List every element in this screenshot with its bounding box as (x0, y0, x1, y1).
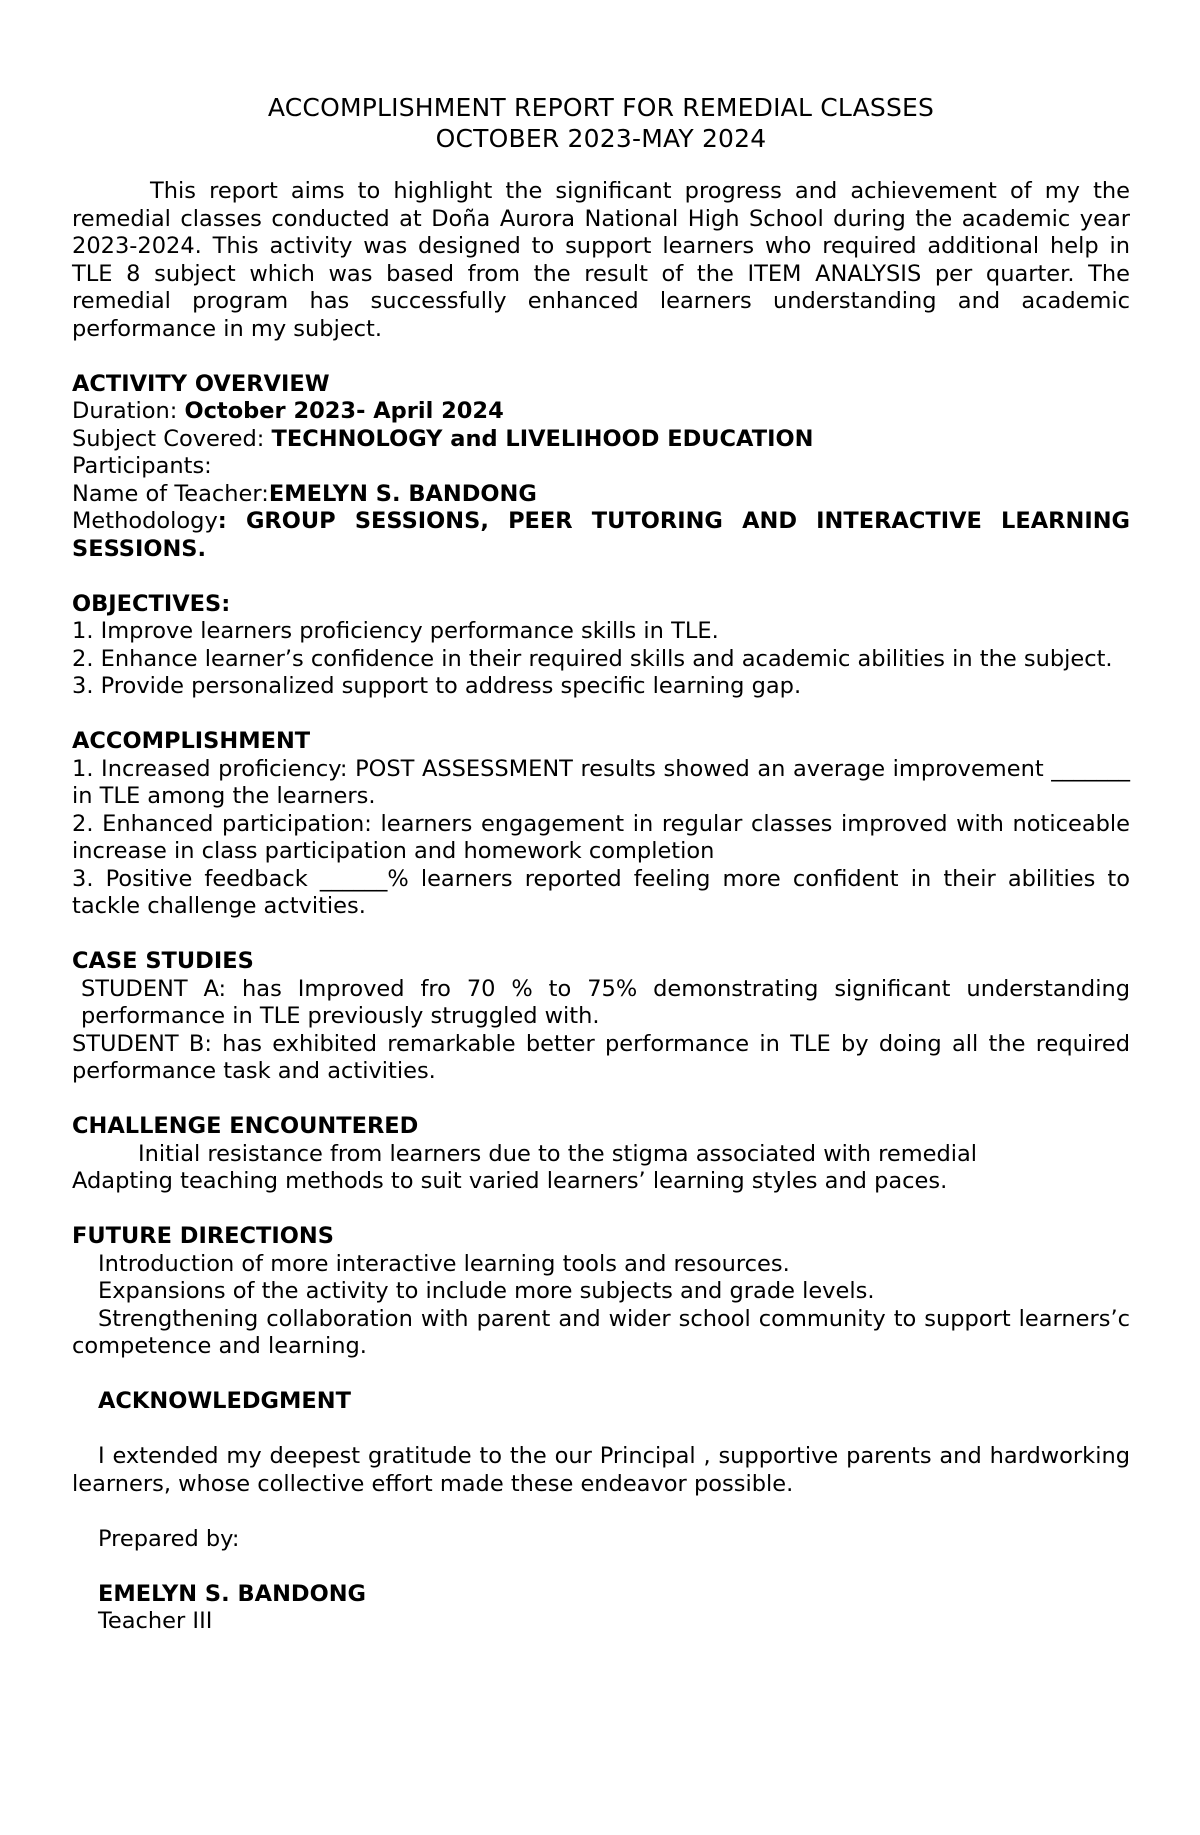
subject-label: Subject Covered: (72, 425, 272, 452)
title-line-2: OCTOBER 2023-MAY 2024 (435, 124, 767, 153)
teacher-label: Name of Teacher: (72, 480, 269, 507)
activity-overview-section (72, 371, 1130, 564)
report-title (72, 92, 1130, 154)
intro-paragraph: This report aims to highlight the significant progress and achievement of my the remedial classes conducted at Doña Aurora National High School during the academic year 2023-2024. This activity was designed to support learners who required additional help in TLE 8 subject which was based from the result of the ITEM ANALYSIS per quarter. The remedial program has successfully enhanced learners understanding and academic performance in my subject. (72, 178, 1130, 342)
acknowledgment-text: I extended my deepest gratitude to the our Principal , supportive parents and hardworking learners, whose collective effort made these endeavor possible. (72, 1443, 1130, 1497)
case-studies-heading: CASE STUDIES (72, 948, 254, 974)
accomplishment-item-2: 2. Enhanced participation: learners engagement in regular classes improved with noticeable increase in class participation and homework completion (72, 810, 1130, 864)
duration-label: Duration: (72, 398, 185, 424)
future-item-1: Introduction of more interactive learning tools and resources. (98, 1250, 790, 1277)
future-item-3: Strengthening collaboration with parent and wider school community to support learners’c competence and learning. (72, 1305, 1130, 1359)
acknowledgment-section (72, 1388, 1130, 1498)
subject-line (72, 426, 1130, 454)
methodology-label: Methodology (72, 508, 218, 534)
subject-value: TECHNOLOGY and LIVELIHOOD EDUCATION (271, 425, 814, 452)
accomplishment-section (72, 728, 1130, 921)
case-study-student-a: STUDENT A: has Improved fro 70 % to 75% demonstrating significant understanding performance in TLE previously struggled with. (81, 975, 1130, 1029)
teacher-line (72, 481, 1130, 509)
methodology-value: : GROUP SESSIONS, PEER TUTORING AND INTERACTIVE LEARNING SESSIONS. (72, 508, 1130, 562)
preparer-position: Teacher III (98, 1608, 213, 1634)
preparer-name: EMELYN S. BANDONG (98, 1580, 367, 1607)
prepared-by-label: Prepared by: (98, 1525, 240, 1552)
blank-line (72, 1553, 1130, 1581)
blank-line (72, 1416, 1130, 1444)
case-study-student-b: STUDENT B: has exhibited remarkable better performance in TLE by doing all the required performance task and activities. (72, 1030, 1130, 1084)
challenge-line-1: Initial resistance from learners due to the stigma associated with remedial (138, 1140, 978, 1167)
challenges-heading: CHALLENGE ENCOUNTERED (72, 1113, 419, 1139)
challenge-line-2: Adapting teaching methods to suit varied learners’ learning styles and paces. (72, 1168, 948, 1194)
objective-item-2: 2. Enhance learner’s confidence in their required skills and academic abilities in the subject. (72, 645, 1113, 672)
objective-item-3: 3. Provide personalized support to address specific learning gap. (72, 673, 802, 699)
teacher-value: EMELYN S. BANDONG (268, 480, 537, 507)
methodology-line (72, 508, 1130, 563)
duration-value: October 2023- April 2024 (184, 398, 504, 424)
case-studies-section (72, 948, 1130, 1086)
title-line-1: ACCOMPLISHMENT REPORT FOR REMEDIAL CLASSES (267, 93, 935, 122)
objectives-heading: OBJECTIVES: (72, 590, 231, 617)
participants-line: Participants: (72, 453, 212, 479)
accomplishment-item-3: 3. Positive feedback ______% learners reported feeling more confident in their abilities to tackle challenge actvities. (72, 865, 1130, 919)
accomplishment-item-1: 1. Increased proficiency: POST ASSESSMENT results showed an average improvement _______ in TLE among the learners. (72, 755, 1130, 809)
objective-item-1: 1. Improve learners proficiency performance skills in TLE. (72, 618, 719, 644)
accomplishment-heading: ACCOMPLISHMENT (72, 728, 311, 754)
signature-section (72, 1526, 1130, 1636)
future-directions-heading: FUTURE DIRECTIONS (72, 1223, 334, 1249)
future-directions-section (72, 1223, 1130, 1361)
acknowledgment-heading: ACKNOWLEDGMENT (98, 1388, 351, 1414)
activity-overview-heading: ACTIVITY OVERVIEW (72, 370, 330, 397)
duration-line (72, 398, 1130, 426)
challenges-section (72, 1113, 1130, 1196)
future-item-2: Expansions of the activity to include more subjects and grade levels. (98, 1278, 875, 1304)
objectives-section (72, 591, 1130, 701)
